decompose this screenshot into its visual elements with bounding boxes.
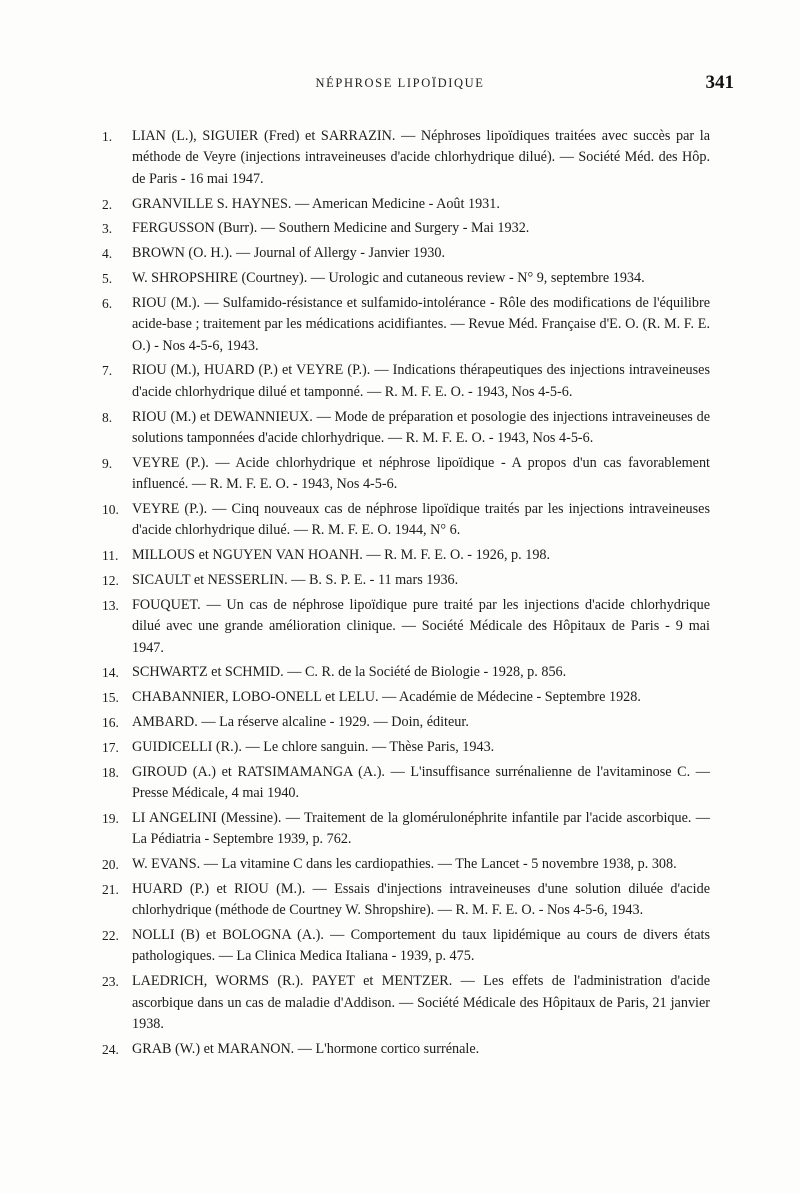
reference-item (0, 360, 800, 403)
reference-number: 20. (102, 857, 119, 873)
reference-item (0, 545, 800, 566)
reference-item (0, 453, 800, 496)
running-head (0, 74, 800, 98)
reference-number: 10. (102, 502, 119, 518)
reference-list (0, 126, 800, 1064)
reference-item (0, 218, 800, 239)
reference-number: 16. (102, 715, 119, 731)
reference-text: RIOU (M.). — Sulfamido-résistance et sulfamido-intolérance - Rôle des modifications de l'équilibre acide-base ; traitement par les médications acidifiantes. — Revue Méd. Française d'E. O. (R. M. F. E. O.) - Nos 4-5-6, 1943. (132, 294, 710, 354)
reference-number: 11. (102, 548, 119, 564)
reference-item (0, 925, 800, 968)
reference-text: VEYRE (P.). — Acide chlorhydrique et néphrose lipoïdique - A propos d'un cas favorablement influencé. — R. M. F. E. O. - 1943, Nos 4-5-6. (132, 454, 710, 493)
reference-number: 3. (102, 221, 113, 237)
reference-text: RIOU (M.), HUARD (P.) et VEYRE (P.). — Indications thérapeutiques des injections intraveineuses d'acide chlorhydrique dilué et tamponné. — R. M. F. E. O. - 1943, Nos 4-5-6. (132, 362, 710, 400)
reference-item (0, 268, 800, 289)
reference-text: MILLOUS et NGUYEN VAN HOANH. — R. M. F. E. O. - 1926, p. 198. (132, 547, 551, 564)
reference-number: 12. (102, 573, 119, 589)
reference-text: W. SHROPSHIRE (Courtney). — Urologic and cutaneous review - N° 9, septembre 1934. (132, 270, 645, 286)
reference-number: 7. (102, 363, 113, 379)
reference-text: GIROUD (A.) et RATSIMAMANGA (A.). — L'insuffisance surrénalienne de l'avitaminose C. — Presse Médicale, 4 mai 1940. (132, 763, 710, 802)
reference-text: SCHWARTZ et SCHMID. — C. R. de la Société de Biologie - 1928, p. 856. (132, 664, 567, 681)
reference-text: FOUQUET. — Un cas de néphrose lipoïdique pure traité par les injections d'acide chlorhydrique dilué avec une grande amélioration clinique. — Société Médicale des Hôpitaux de Paris - 9 mai 1947. (132, 596, 710, 656)
reference-text: FERGUSSON (Burr). — Southern Medicine and Surgery - Mai 1932. (132, 220, 530, 237)
reference-text: HUARD (P.) et RIOU (M.). — Essais d'injections intraveineuses d'une solution diluée d'acide chlorhydrique (méthode de Courtney W. Shropshire). — R. M. F. E. O. - Nos 4-5-6, 1943. (132, 880, 710, 919)
reference-item (0, 737, 800, 758)
reference-number: 22. (102, 928, 119, 944)
reference-item (0, 971, 800, 1035)
reference-number: 4. (102, 246, 113, 262)
reference-text: LI ANGELINI (Messine). — Traitement de la glomérulonéphrite infantile par l'acide ascorbique. — La Pédiatria - Septembre 1939, p. 762. (132, 809, 710, 848)
reference-item (0, 243, 800, 264)
reference-item (0, 762, 800, 805)
reference-item (0, 194, 800, 215)
reference-text: VEYRE (P.). — Cinq nouveaux cas de néphrose lipoïdique traités par les injections intraveineuses d'acide chlorhydrique dilué. — R. M. F. E. O. 1944, N° 6. (132, 501, 710, 539)
reference-item (0, 687, 800, 708)
reference-text: AMBARD. — La réserve alcaline - 1929. — Doin, éditeur. (132, 714, 469, 731)
reference-number: 18. (102, 764, 119, 780)
reference-number: 14. (102, 665, 119, 681)
reference-text: CHABANNIER, LOBO-ONELL et LELU. — Académie de Médecine - Septembre 1928. (132, 689, 641, 706)
reference-number: 13. (102, 597, 119, 613)
reference-item (0, 570, 800, 591)
reference-number: 17. (102, 739, 119, 755)
reference-number: 24. (102, 1041, 119, 1057)
reference-number: 5. (102, 271, 113, 286)
reference-item (0, 808, 800, 851)
reference-text: BROWN (O. H.). — Journal of Allergy - Janvier 1930. (132, 245, 445, 262)
reference-text: LAEDRICH, WORMS (R.). PAYET et MENTZER. — Les effets de l'administration d'acide ascorbique dans un cas de maladie d'Addison. — Société Médicale des Hôpitaux de Paris, 21 janvier 1938. (132, 973, 710, 1033)
reference-item (0, 662, 800, 683)
reference-text: NOLLI (B) et BOLOGNA (A.). — Comportement du taux lipidémique au cours de divers états pathologiques. — La Clinica Medica Italiana - 1939, p. 475. (132, 927, 710, 965)
reference-item (0, 879, 800, 922)
reference-item (0, 854, 800, 875)
reference-number: 9. (102, 455, 113, 471)
reference-number: 23. (102, 974, 119, 990)
running-title: NÉPHROSE LIPOÏDIQUE (315, 76, 485, 90)
reference-text: LIAN (L.), SIGUIER (Fred) et SARRAZIN. — Néphroses lipoïdiques traitées avec succès par la méthode de Veyre (injections intraveineuses d'acide chlorhydrique dilué). — Société Méd. des Hôp. de Paris - 16 mai 1947. (132, 128, 710, 187)
reference-item (0, 595, 800, 659)
reference-item (0, 407, 800, 450)
page-number: 341 (705, 72, 734, 93)
reference-item (0, 1039, 800, 1060)
reference-number: 6. (102, 295, 113, 311)
reference-number: 2. (102, 196, 113, 212)
reference-item (0, 499, 800, 542)
reference-text: GRANVILLE S. HAYNES. — American Medicine - Août 1931. (132, 195, 500, 212)
reference-text: GUIDICELLI (R.). — Le chlore sanguin. — Thèse Paris, 1943. (132, 738, 495, 755)
reference-number: 8. (102, 409, 113, 425)
reference-item (0, 293, 800, 357)
reference-number: 1. (102, 129, 113, 144)
reference-text: SICAULT et NESSERLIN. — B. S. P. E. - 11 mars 1936. (132, 572, 459, 589)
reference-item (0, 712, 800, 733)
reference-item (0, 126, 800, 190)
reference-number: 21. (102, 881, 119, 897)
reference-number: 15. (102, 690, 119, 706)
reference-number: 19. (102, 810, 119, 826)
reference-text: RIOU (M.) et DEWANNIEUX. — Mode de préparation et posologie des injections intraveineuses de solutions tamponnées d'acide chlorhydrique. — R. M. F. E. O. - 1943, Nos 4-5-6. (132, 408, 710, 447)
reference-text: GRAB (W.) et MARANON. — L'hormone cortico surrénale. (132, 1040, 480, 1057)
reference-text: W. EVANS. — La vitamine C dans les cardiopathies. — The Lancet - 5 novembre 1938, p. 308. (132, 856, 677, 873)
